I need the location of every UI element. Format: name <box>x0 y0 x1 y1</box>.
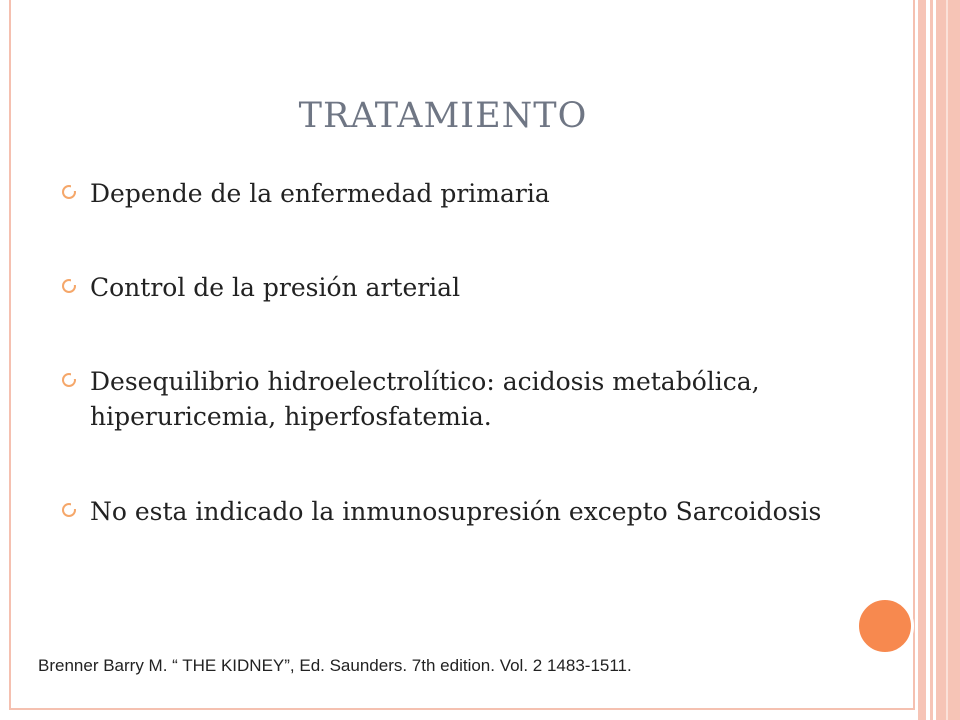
open-circle-bullet-icon <box>62 279 76 293</box>
open-circle-bullet-icon <box>62 185 76 199</box>
bullet-text: Control de la presión arterial <box>90 273 461 302</box>
citation: Brenner Barry M. “ THE KIDNEY”, Ed. Saunders. 7th edition. Vol. 2 1483-1511. <box>38 656 632 675</box>
open-circle-bullet-icon <box>62 503 76 517</box>
open-circle-bullet-icon <box>62 373 76 387</box>
decor-stripe <box>946 0 948 720</box>
bullet-text: Depende de la enfermedad primaria <box>90 179 550 208</box>
slide-title: TRATAMIENTO <box>298 96 588 136</box>
bullet-text: No esta indicado la inmunosupresión excepto Sarcoidosis <box>90 497 822 526</box>
decor-stripe <box>936 0 960 720</box>
bullet-text: Desequilibrio hidroelectrolítico: acidosis metabólica, hiperuricemia, hiperfosfatemia. <box>90 367 760 431</box>
orange-circle-icon <box>856 597 914 655</box>
decor-stripe <box>918 0 926 720</box>
